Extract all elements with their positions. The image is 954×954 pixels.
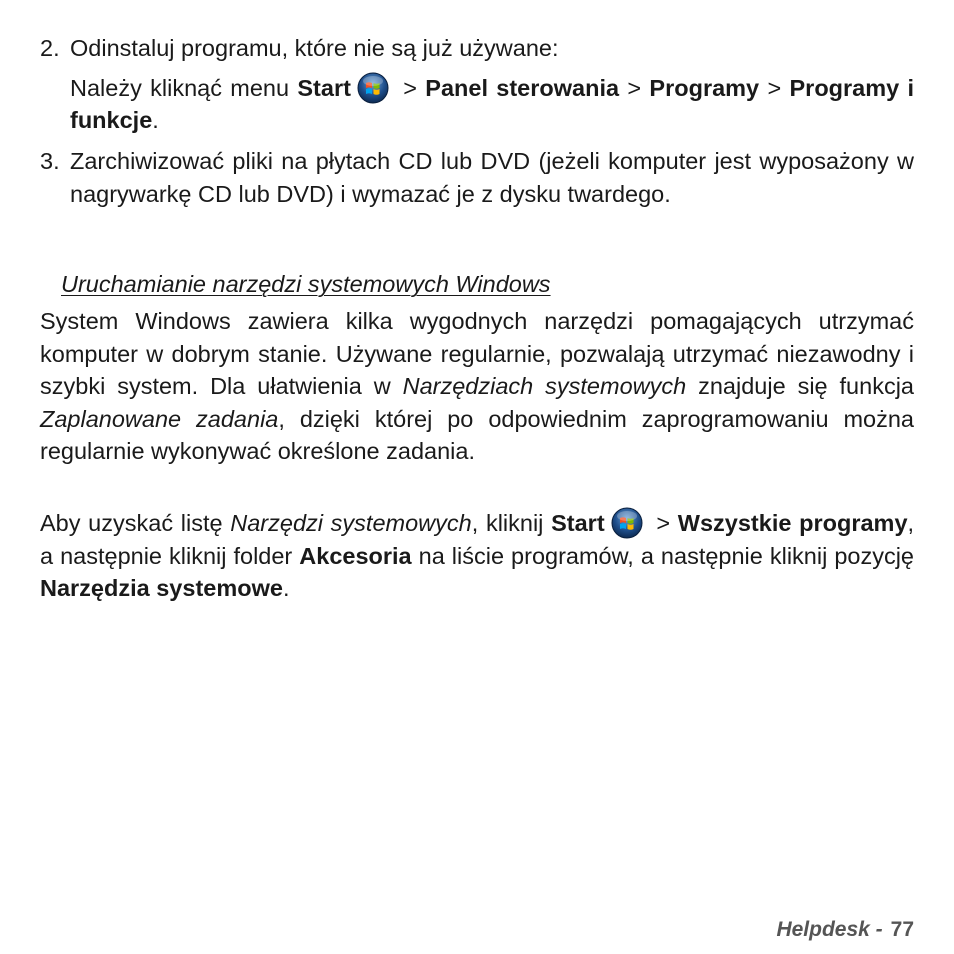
list-item-3 [40,145,914,210]
page-footer [776,914,914,947]
section-heading: Uruchamianie narzędzi systemowych Windows [61,271,551,297]
windows-start-orb-icon [611,507,643,539]
windows-start-orb-icon [357,72,389,104]
list-item-text: Odinstaluj programu, które nie są już używane: [70,35,559,61]
list-number: 2. [40,35,60,61]
menu-path: Należy kliknąć menu Start > Panel sterowania > Programy > Programy i funkcje. [70,72,914,137]
list-number: 3. [40,148,60,174]
list-item-2 [40,32,914,137]
paragraph-2: Aby uzyskać listę Narzędzi systemowych, kliknij Start > Wszystkie programy, a następnie kliknij folder Akcesoria na liście programów, a następnie kliknij pozycję Narzędzia systemowe. [40,507,914,605]
footer-label: Helpdesk - [776,918,883,941]
page-number: 77 [890,918,914,941]
paragraph-1: System Windows zawiera kilka wygodnych narzędzi pomagających utrzymać komputer w dobrym stanie. Używane regularnie, pozwalają utrzymać niezawodny i szybki system. Dla ułatwienia w Narzędziach systemowych znajduje się funkcja Zaplanowane zadania, dzięki której po odpowiednim zaprogramowaniu można regularnie wykonywać określone zadania. [40,308,914,464]
list-item-text: Zarchiwizować pliki na płytach CD lub DVD (jeżeli komputer jest wyposażony w nagrywarkę CD lub DVD) i wymazać je z dysku twardego. [70,148,914,207]
